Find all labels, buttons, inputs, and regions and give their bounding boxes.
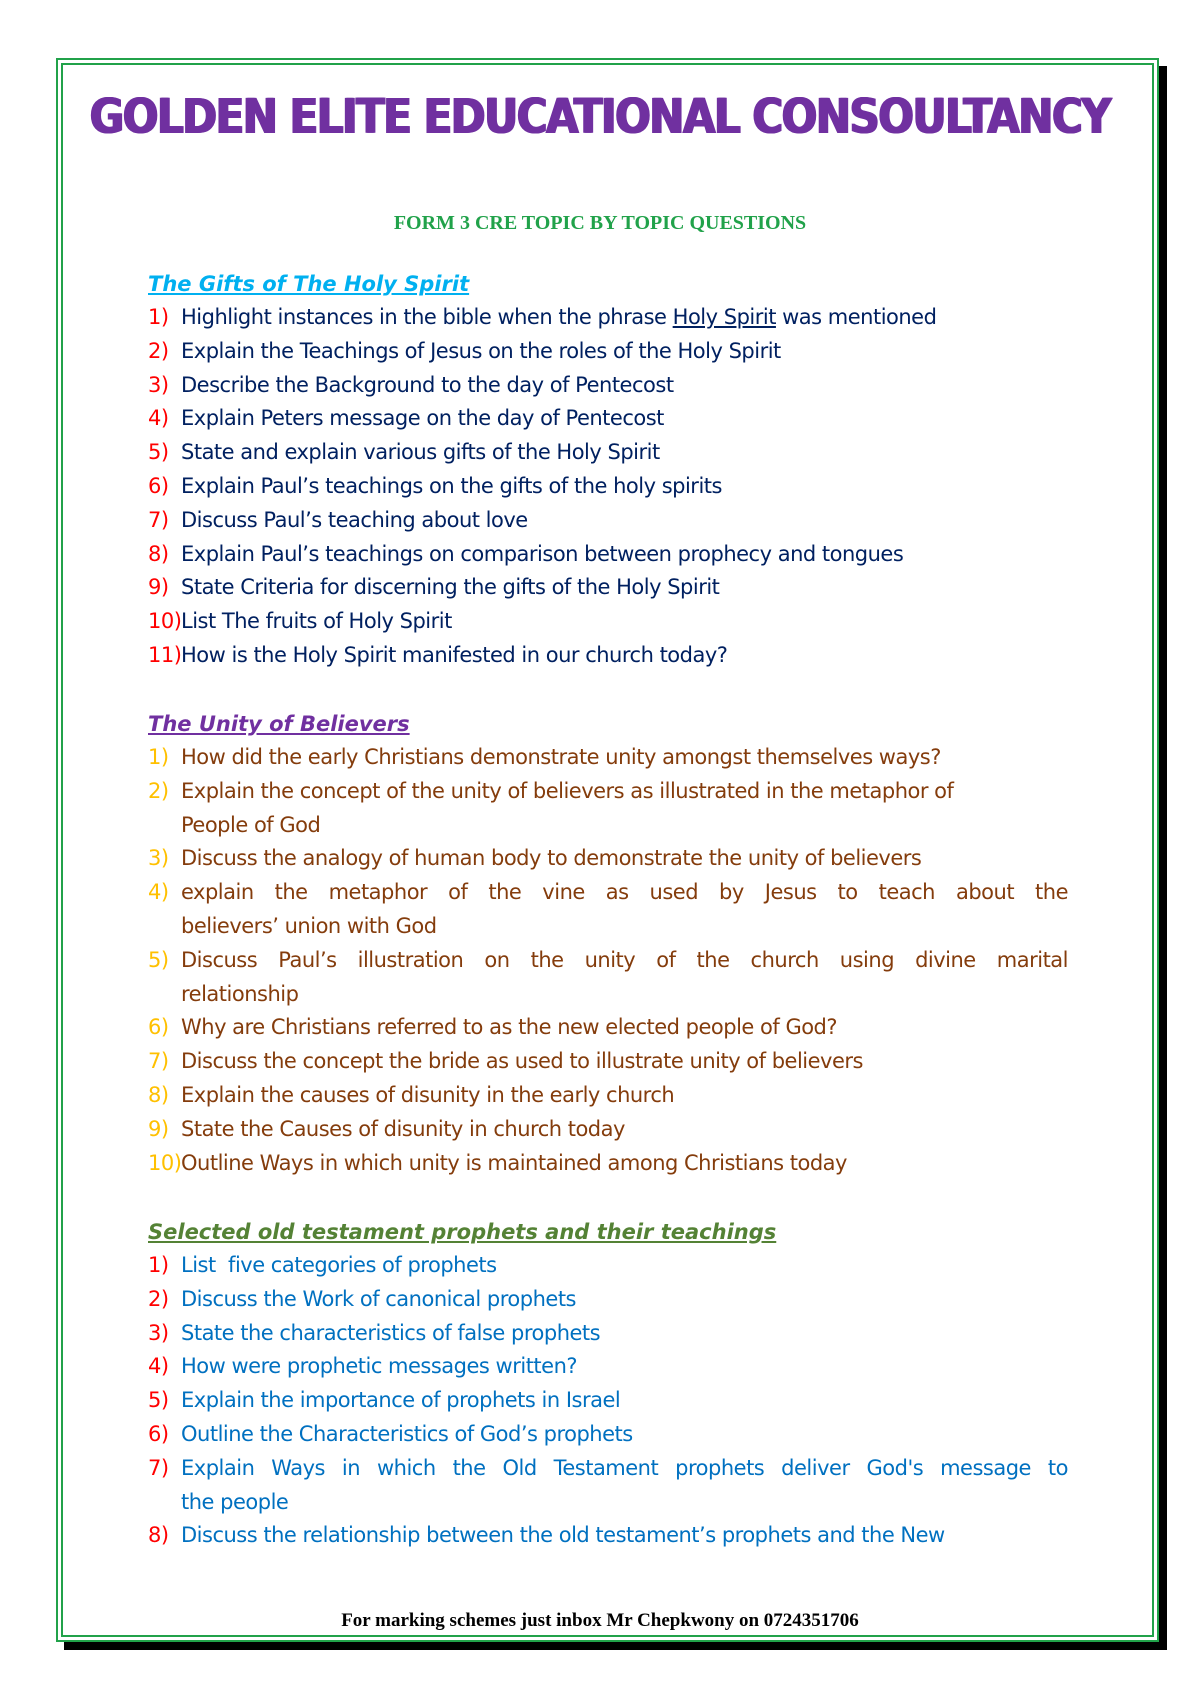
question-number: 1) bbox=[148, 1253, 169, 1277]
question-text: Highlight instances in the bible when the phrase bbox=[181, 305, 673, 329]
question-text: Describe the Background to the day of Pentecost bbox=[181, 372, 674, 397]
question-text-line2: relationship bbox=[181, 981, 299, 1006]
question-text: Explain Peters message on the day of Pentecost bbox=[181, 406, 664, 431]
question-text: Explain the causes of disunity in the early church bbox=[181, 1082, 675, 1107]
question-number: 2) bbox=[148, 338, 169, 363]
question-text: Outline the Characteristics of God’s prophets bbox=[181, 1421, 633, 1446]
question-text: Explain the Teachings of Jesus on the roles of the Holy Spirit bbox=[181, 338, 781, 363]
question-item bbox=[148, 1045, 1068, 1079]
question-text-line2: People of God bbox=[181, 812, 321, 837]
question-number: 1) bbox=[148, 305, 169, 329]
question-number: 10) bbox=[148, 1150, 182, 1175]
question-item bbox=[148, 538, 1068, 572]
question-number: 9) bbox=[148, 575, 169, 600]
question-number: 7) bbox=[148, 1049, 169, 1074]
question-item bbox=[148, 842, 1068, 876]
question-item bbox=[148, 1283, 1068, 1317]
question-number: 7) bbox=[148, 1455, 169, 1480]
question-text-line2: the people bbox=[181, 1489, 289, 1514]
question-item bbox=[148, 1418, 1068, 1452]
question-number: 8) bbox=[148, 1523, 169, 1548]
question-number: 4) bbox=[148, 406, 169, 431]
question-text: How did the early Christians demonstrate unity amongst themselves ways? bbox=[181, 745, 941, 769]
question-underlined-text: Holy Spirit bbox=[672, 305, 776, 329]
section-heading: The Gifts of The Holy Spirit bbox=[148, 272, 470, 296]
question-text: Discuss the analogy of human body to demonstrate the unity of believers bbox=[181, 846, 922, 871]
question-number: 6) bbox=[148, 473, 169, 498]
question-text-line1: Discuss Paul’s illustration on the unity of the church using divine marital bbox=[181, 947, 1068, 972]
question-item bbox=[148, 1249, 1068, 1283]
question-text-line2: believers’ union with God bbox=[181, 913, 437, 938]
section-old-testament-prophets bbox=[148, 1216, 1068, 1553]
question-item bbox=[148, 1011, 1068, 1045]
section-gifts-of-holy-spirit bbox=[148, 268, 1068, 673]
question-item bbox=[148, 571, 1068, 605]
question-number: 8) bbox=[148, 1082, 169, 1107]
question-text: Why are Christians referred to as the new elected people of God? bbox=[181, 1015, 838, 1040]
document-subtitle: FORM 3 CRE TOPIC BY TOPIC QUESTIONS bbox=[393, 212, 807, 234]
question-text: State the characteristics of false prophets bbox=[181, 1320, 601, 1345]
question-text: List five categories of prophets bbox=[181, 1253, 497, 1277]
question-text: Explain Paul’s teachings on comparison between prophecy and tongues bbox=[181, 541, 904, 566]
footer-contact: For marking schemes just inbox Mr Chepkwony on 0724351706 bbox=[341, 1610, 859, 1631]
question-item bbox=[148, 504, 1068, 538]
question-item bbox=[148, 1384, 1068, 1418]
question-text: State Criteria for discerning the gifts of the Holy Spirit bbox=[181, 575, 720, 600]
section-heading: The Unity of Believers bbox=[148, 712, 410, 736]
question-text: Discuss the concept the bride as used to illustrate unity of believers bbox=[181, 1049, 863, 1074]
question-number: 10) bbox=[148, 609, 182, 634]
question-number: 5) bbox=[148, 947, 169, 972]
question-text: List The fruits of Holy Spirit bbox=[181, 609, 452, 634]
section-unity-of-believers bbox=[148, 708, 1068, 1180]
question-text: was mentioned bbox=[775, 305, 937, 329]
question-item bbox=[148, 741, 1068, 775]
section-heading: Selected old testament prophets and their teachings bbox=[148, 1220, 777, 1244]
question-text: Discuss the relationship between the old testament’s prophets and the New bbox=[181, 1523, 945, 1548]
question-item bbox=[148, 369, 1068, 403]
question-number: 7) bbox=[148, 507, 169, 532]
question-number: 3) bbox=[148, 372, 169, 397]
question-text-line1: Explain the concept of the unity of believers as illustrated in the metaphor of bbox=[181, 778, 954, 803]
question-item bbox=[148, 1452, 1068, 1520]
document-title: GOLDEN ELITE EDUCATIONAL CONSOULTANCY bbox=[89, 88, 1111, 145]
question-number: 2) bbox=[148, 778, 169, 803]
question-number: 5) bbox=[148, 440, 169, 465]
question-text: Discuss the Work of canonical prophets bbox=[181, 1286, 576, 1311]
question-item bbox=[148, 605, 1068, 639]
question-number: 8) bbox=[148, 541, 169, 566]
question-number: 6) bbox=[148, 1015, 169, 1040]
question-item bbox=[148, 1350, 1068, 1384]
question-number: 9) bbox=[148, 1116, 169, 1141]
question-text-line1: Explain Ways in which the Old Testament prophets deliver God's message to bbox=[181, 1455, 1068, 1480]
question-item bbox=[148, 1519, 1068, 1553]
question-text: How were prophetic messages written? bbox=[181, 1354, 578, 1379]
question-item bbox=[148, 775, 1068, 843]
question-number: 4) bbox=[148, 1354, 169, 1379]
question-item bbox=[148, 944, 1068, 1012]
question-text: State and explain various gifts of the Holy Spirit bbox=[181, 440, 660, 465]
question-item bbox=[148, 335, 1068, 369]
question-number: 4) bbox=[148, 880, 169, 905]
question-text: Discuss Paul’s teaching about love bbox=[181, 507, 528, 532]
question-number: 3) bbox=[148, 846, 169, 871]
question-item bbox=[148, 1079, 1068, 1113]
question-number: 3) bbox=[148, 1320, 169, 1345]
question-item bbox=[148, 639, 1068, 673]
question-text: How is the Holy Spirit manifested in our church today? bbox=[181, 642, 728, 667]
question-text: State the Causes of disunity in church today bbox=[181, 1116, 625, 1141]
question-number: 1) bbox=[148, 745, 169, 769]
question-item bbox=[148, 1317, 1068, 1351]
question-text: Explain the importance of prophets in Israel bbox=[181, 1388, 621, 1413]
question-number: 6) bbox=[148, 1421, 169, 1446]
question-number: 5) bbox=[148, 1388, 169, 1413]
question-item bbox=[148, 876, 1068, 944]
question-number: 11) bbox=[148, 642, 182, 667]
question-item bbox=[148, 470, 1068, 504]
question-number: 2) bbox=[148, 1286, 169, 1311]
question-text: Explain Paul’s teachings on the gifts of the holy spirits bbox=[181, 473, 722, 498]
question-item bbox=[148, 301, 1068, 335]
question-item bbox=[148, 436, 1068, 470]
question-text-line1: explain the metaphor of the vine as used by Jesus to teach about the bbox=[181, 880, 1068, 905]
question-text: Outline Ways in which unity is maintained among Christians today bbox=[181, 1150, 847, 1175]
question-item bbox=[148, 1113, 1068, 1147]
question-item bbox=[148, 402, 1068, 436]
question-item bbox=[148, 1147, 1068, 1181]
